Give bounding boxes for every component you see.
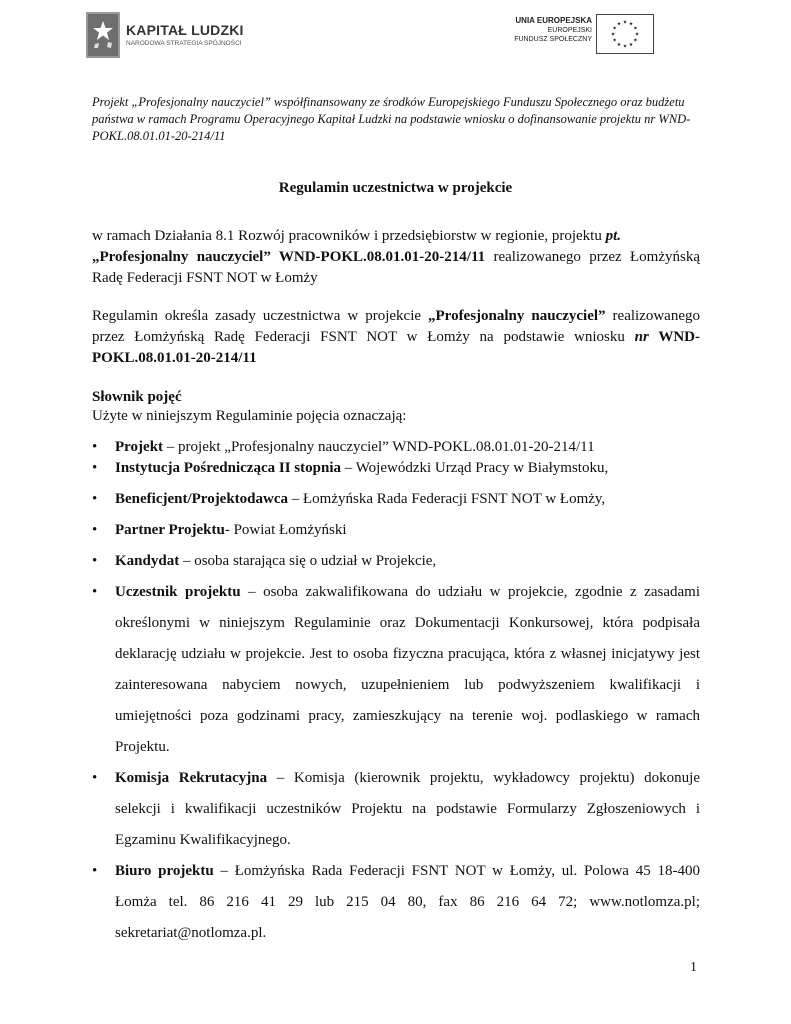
- logo-subtitle: NARODOWA STRATEGIA SPÓJNOŚCI: [126, 40, 242, 47]
- glossary-term: Instytucja Pośrednicząca II stopnia: [115, 460, 341, 476]
- bullet-icon: •: [92, 522, 98, 538]
- p1-text2: realizowanego przez Łomżyńską Radę Federacji FSNT NOT w Łomży: [92, 249, 700, 286]
- bullet-icon: •: [92, 584, 98, 600]
- glossary-definition: - Powiat Łomżyński: [224, 522, 347, 538]
- document-title: Regulamin uczestnictwa w projekcie: [278, 180, 513, 196]
- eu-star: [613, 38, 617, 41]
- glossary-definition: – osoba zakwalifikowana do udziału w projekcie, zgodnie z zasadami określonymi w niniejszym Regulaminie oraz Dokumentacji Konkursowej, która podpisała deklarację udziału w projekcie. Jest to osoba fizyczna pracująca, która z własnej inicjatywy jest zainteresowana nabyciem nowych, uzupełnieniem lub podwyższeniem kwalifikacji i umiejętności poza godzinami pracy, zamieszkujący na terenie woj. podlaskiego w ramach Projektu.: [115, 584, 700, 755]
- list-item: [92, 489, 700, 520]
- p2-project-name: „Profesjonalny nauczyciel”: [428, 308, 606, 324]
- eu-star: [629, 22, 633, 25]
- kapital-ludzki-logo-icon: [86, 12, 120, 58]
- eu-star: [635, 32, 639, 35]
- eu-star: [617, 42, 621, 45]
- list-item: [92, 520, 700, 551]
- eu-logo-line2: EUROPEJSKI: [547, 27, 592, 34]
- glossary-definition: – Łomżyńska Rada Federacji FSNT NOT w Łomży, ul. Polowa 45 18-400 Łomża tel. 86 216 41 29 lub 215 04 80, fax 86 216 64 72; www.notlomza.pl; sekretariat@notlomza.pl.: [115, 863, 700, 941]
- p2-text2: realizowanego przez Łomżyńską Radę Federacji FSNT NOT w Łomży na podstawie wniosku: [92, 308, 700, 345]
- eu-star: [613, 26, 617, 29]
- eu-star: [617, 22, 621, 25]
- bullet-icon: •: [92, 863, 98, 879]
- glossary-definition: – Komisja (kierownik projektu, wykładowcy projektu) dokonuje selekcji i kwalifikacji uczestników Projektu na podstawie Formularzy Zgłoszeniowych i Egzaminu Kwalifikacyjnego.: [115, 770, 700, 848]
- bullet-icon: •: [92, 553, 98, 569]
- glossary-term: Uczestnik projektu: [115, 584, 241, 600]
- eu-star: [611, 32, 615, 35]
- eu-logo: [508, 14, 654, 54]
- glossary-definition: – Wojewódzki Urząd Pracy w Białymstoku,: [340, 460, 609, 476]
- logo-title: KAPITAŁ LUDZKI: [126, 22, 244, 38]
- page-number: 1: [690, 960, 697, 975]
- p1-pt: pt.: [605, 228, 622, 244]
- glossary-term: Beneficjent/Projektodawca: [115, 491, 289, 507]
- glossary-definition: – projekt „Profesjonalny nauczyciel” WND-POKL.08.01.01-20-214/11: [163, 439, 595, 455]
- list-item: [92, 763, 700, 856]
- p2-project-number: WND-POKL.08.01.01-20-214/11: [92, 329, 700, 366]
- eu-logo-line1: UNIA EUROPEJSKA: [515, 16, 592, 25]
- glossary-list: [92, 437, 700, 949]
- eu-star: [623, 20, 627, 23]
- bullet-icon: •: [92, 491, 98, 507]
- glossary-definition: – osoba starająca się o udział w Projekcie,: [179, 553, 437, 569]
- eu-star: [623, 44, 627, 47]
- p2-text1: Regulamin określa zasady uczestnictwa w projekcie: [92, 308, 429, 324]
- eu-logo-line3: FUNDUSZ SPOŁECZNY: [514, 36, 592, 43]
- eu-star: [634, 26, 638, 29]
- p2-nr: nr: [634, 329, 649, 345]
- list-item: [92, 577, 700, 763]
- glossary-term: Partner Projektu: [115, 522, 225, 538]
- eu-flag-icon: [596, 14, 654, 54]
- bullet-icon: •: [92, 460, 98, 476]
- paragraph-intro: [92, 226, 700, 289]
- glossary-term: Projekt: [115, 439, 164, 455]
- bullet-icon: •: [92, 439, 98, 455]
- glossary-heading: Słownik pojęć: [92, 389, 182, 405]
- paragraph-scope: [92, 306, 700, 369]
- glossary-definition: – Łomżyńska Rada Federacji FSNT NOT w Łomży,: [288, 491, 606, 507]
- eu-star: [629, 42, 633, 45]
- list-item: [92, 856, 700, 949]
- glossary-term: Kandydat: [115, 553, 180, 569]
- glossary-term: Biuro projektu: [115, 863, 214, 879]
- bullet-icon: •: [92, 770, 98, 786]
- eu-star: [634, 38, 638, 41]
- p1-text1: w ramach Działania 8.1 Rozwój pracowników i przedsiębiorstw w regionie, projektu: [92, 228, 606, 244]
- glossary-intro: Użyte w niniejszym Regulaminie pojęcia oznaczają:: [92, 408, 407, 424]
- glossary-term: Komisja Rekrutacyjna: [115, 770, 268, 786]
- eu-logo-text: [514, 16, 592, 44]
- p1-project-name: „Profesjonalny nauczyciel” WND-POKL.08.01.01-20-214/11: [92, 249, 486, 265]
- kapital-ludzki-logo: [86, 12, 246, 58]
- list-item: [92, 458, 700, 489]
- list-item: [92, 437, 700, 458]
- header-note: Projekt „Profesjonalny nauczyciel” współfinansowany ze środków Europejskiego Funduszu Społecznego oraz budżetu państwa w ramach Programu Operacyjnego Kapitał Ludzki na podstawie wniosku o dofinansowanie projektu nr WND-POKL.08.01.01-20-214/11: [92, 95, 691, 143]
